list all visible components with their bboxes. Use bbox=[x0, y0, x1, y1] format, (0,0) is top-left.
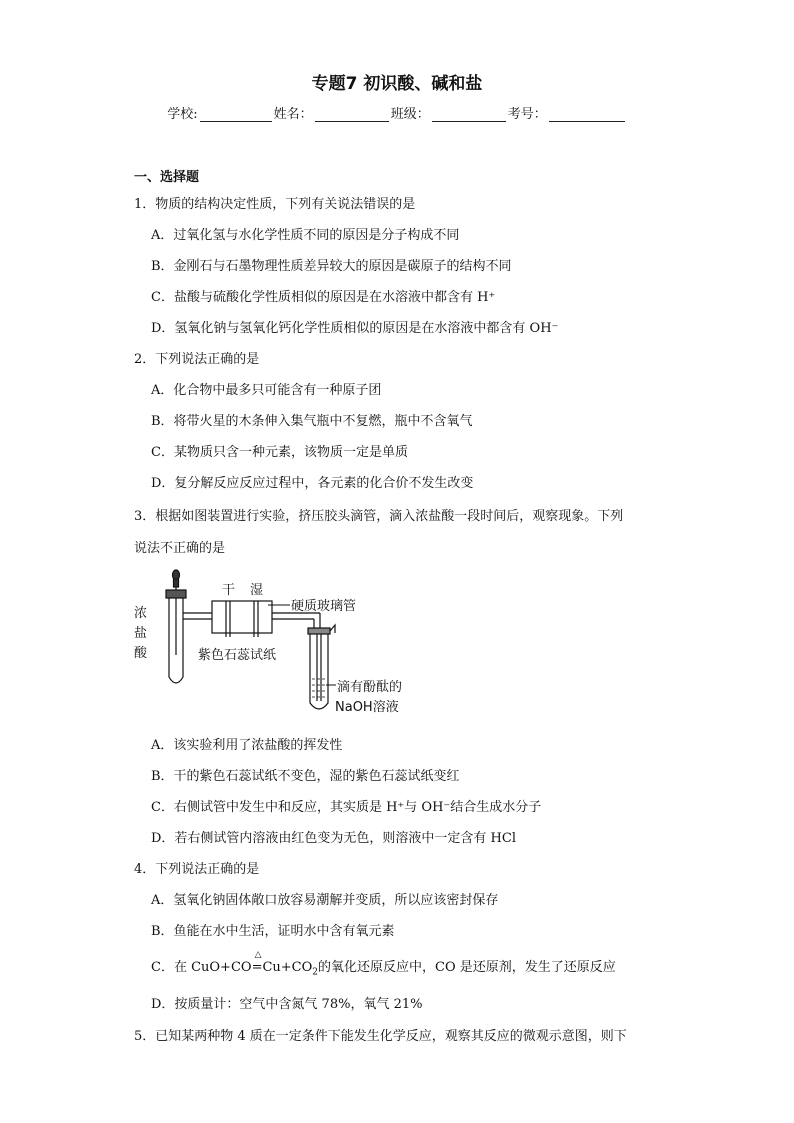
dry-label: 干 bbox=[222, 583, 236, 598]
exam-no-label: 考号： bbox=[507, 107, 547, 122]
q3-option-c: C．右侧试管中发生中和反应，其实质是 H⁺与 OH⁻结合生成水分子 bbox=[151, 800, 542, 815]
class-label: 班级： bbox=[390, 107, 430, 122]
exam-no-blank[interactable] bbox=[549, 107, 625, 122]
q3-stem-line2: 说法不正确的是 bbox=[134, 541, 226, 556]
q4-option-c bbox=[151, 950, 616, 978]
name-label: 姓名： bbox=[273, 107, 313, 122]
litmus-paper-strips bbox=[226, 601, 258, 637]
q4-option-c-product: Cu+CO bbox=[262, 960, 313, 975]
test-tube-left-icon bbox=[166, 590, 212, 683]
q5-stem: 5．已知某两种物 4 质在一定条件下能发生化学反应，观察其反应的微观示意图，则下 bbox=[134, 1029, 627, 1044]
paper-label: 紫色石蕊试纸 bbox=[198, 648, 277, 663]
q1-option-c: C．盐酸与硫酸化学性质相似的原因是在水溶液中都含有 H⁺ bbox=[151, 290, 496, 305]
q2-option-c: C．某物质只含一种元素，该物质一定是单质 bbox=[151, 445, 408, 460]
q1-option-b: B．金刚石与石墨物理性质差异较大的原因是碳原子的结构不同 bbox=[151, 259, 512, 274]
dropper-icon bbox=[173, 570, 180, 655]
solution-hatching bbox=[312, 679, 326, 697]
wet-label: 湿 bbox=[250, 583, 264, 598]
q4-option-c-suffix: 的氧化还原反应中，CO 是还原剂，发生了还原反应 bbox=[318, 960, 616, 975]
section-title: 一、选择题 bbox=[134, 170, 200, 185]
q1-option-a: A．过氧化氢与水化学性质不同的原因是分子构成不同 bbox=[151, 228, 460, 243]
solution-label-2: NaOH溶液 bbox=[335, 700, 399, 715]
acid-label-3: 酸 bbox=[134, 646, 148, 661]
solution-label-1: 滴有酚酞的 bbox=[337, 680, 403, 695]
class-blank[interactable] bbox=[432, 107, 506, 122]
experiment-figure bbox=[130, 565, 430, 720]
q4-stem: 4．下列说法正确的是 bbox=[134, 862, 260, 877]
q2-option-a: A．化合物中最多只可能含有一种原子团 bbox=[151, 383, 382, 398]
q2-option-b: B．将带火星的木条伸入集气瓶中不复燃，瓶中不含氧气 bbox=[151, 414, 473, 429]
q4-option-a: A．氢氧化钠固体敞口放容易潮解并变质，所以应该密封保存 bbox=[151, 893, 499, 908]
q3-option-d: D．若右侧试管内溶液由红色变为无色，则溶液中一定含有 HCl bbox=[151, 831, 516, 846]
q4-option-c-subscript: 2 bbox=[312, 967, 319, 978]
q4-option-c-prefix: C．在 CuO+CO bbox=[151, 960, 252, 975]
q3-stem-line1: 3．根据如图装置进行实验，挤压胶头滴管，滴入浓盐酸一段时间后，观察现象。下列 bbox=[134, 509, 624, 524]
name-blank[interactable] bbox=[315, 107, 389, 122]
equation-sign: = bbox=[251, 960, 263, 975]
heat-condition: △ bbox=[254, 950, 262, 960]
test-tube-right-icon bbox=[308, 625, 335, 709]
student-info-line bbox=[0, 103, 794, 122]
q4-option-b: B．鱼能在水中生活，证明水中含有氧元素 bbox=[151, 924, 395, 939]
page-title: 专题7 初识酸、碱和盐 bbox=[311, 74, 483, 94]
q4-option-d: D．按质量计：空气中含氮气 78%，氧气 21% bbox=[151, 997, 423, 1012]
school-blank[interactable] bbox=[200, 107, 272, 122]
acid-label-1: 浓 bbox=[134, 606, 148, 621]
q2-option-d: D．复分解反应反应过程中，各元素的化合价不发生改变 bbox=[151, 476, 474, 491]
tube-label: 硬质玻璃管 bbox=[291, 599, 357, 614]
school-label: 学校: bbox=[167, 107, 198, 122]
acid-label-2: 盐 bbox=[134, 626, 148, 641]
q1-stem: 1．物质的结构决定性质，下列有关说法错误的是 bbox=[134, 197, 416, 212]
q1-option-d: D．氢氧化钠与氢氧化钙化学性质相似的原因是在水溶液中都含有 OH⁻ bbox=[151, 321, 559, 336]
q3-option-b: B．干的紫色石蕊试纸不变色，湿的紫色石蕊试纸变红 bbox=[151, 769, 460, 784]
heat-equation-sign bbox=[251, 950, 263, 975]
q2-stem: 2．下列说法正确的是 bbox=[134, 352, 260, 367]
q3-option-a: A．该实验利用了浓盐酸的挥发性 bbox=[151, 738, 343, 753]
